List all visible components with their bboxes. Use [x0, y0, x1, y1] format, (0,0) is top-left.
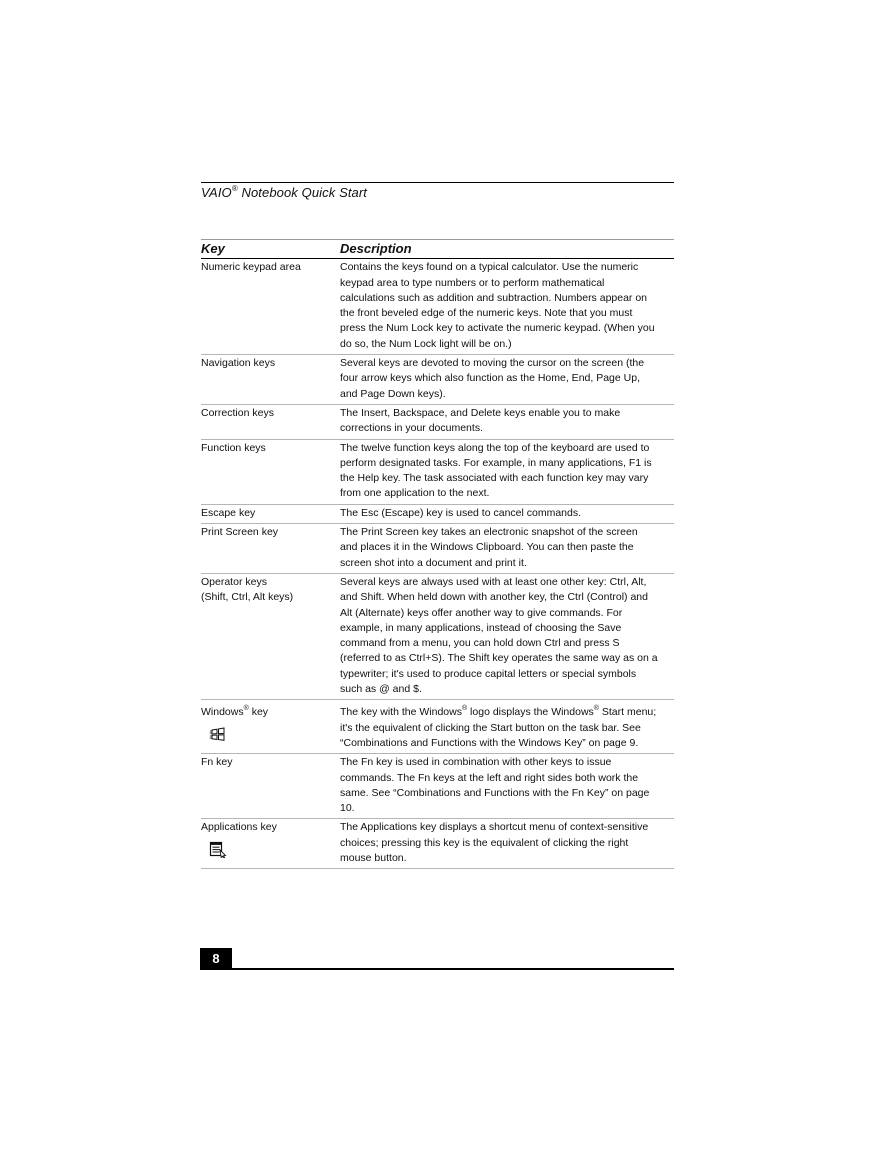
key-cell: Escape key [201, 504, 340, 523]
header-rule [201, 182, 674, 183]
key-label [201, 701, 336, 720]
running-header [201, 184, 367, 200]
key-label-text: key [248, 706, 269, 719]
table-row [201, 504, 674, 523]
registered-mark: ® [593, 705, 599, 713]
header-title-suffix: Notebook Quick Start [237, 185, 368, 200]
description-cell [340, 700, 674, 754]
key-cell: Numeric keypad area [201, 259, 340, 355]
key-label-line: (Shift, Ctrl, Alt keys) [201, 591, 294, 604]
table-header-row [201, 240, 674, 259]
table-row [201, 524, 674, 574]
key-cell: Fn key [201, 754, 340, 819]
windows-logo-icon [209, 725, 227, 743]
description-cell: Several keys are devoted to moving the cursor on the screen (the four arrow keys which also function as the Home, End, Page Up, and Page Down keys). [340, 355, 674, 405]
table-row [201, 439, 674, 504]
key-cell: Print Screen key [201, 524, 340, 574]
description-cell: The Print Screen key takes an electronic snapshot of the screen and places it in the Windows Clipboard. You can then paste the screen shot into a document and print it. [340, 524, 674, 574]
description-cell: The twelve function keys along the top of the keyboard are used to perform designated tasks. For example, in many applications, F1 is the Help key. The task associated with each function key may vary from one application to the next. [340, 439, 674, 504]
table-row [201, 573, 674, 699]
table-row [201, 404, 674, 439]
table-row [201, 259, 674, 355]
description-cell: Contains the keys found on a typical calculator. Use the numeric keypad area to type numbers or to perform mathematical calculations such as addition and subtraction. Numbers appear on the front beveled edge of the numeric keys. Note that you must press the Num Lock key to activate the numeric keypad. (When you do so, the Num Lock light will be on.) [340, 259, 674, 355]
key-cell [201, 819, 340, 869]
keys-table [201, 239, 674, 869]
key-label: Applications key [201, 821, 277, 834]
registered-mark: ® [231, 184, 238, 193]
description-cell: The Esc (Escape) key is used to cancel commands. [340, 504, 674, 523]
description-cell: The Fn key is used in combination with other keys to issue commands. The Fn keys at the left and right sides both work the same. See “Combinations and Functions with the Fn Key” on page 10. [340, 754, 674, 819]
registered-mark: ® [461, 705, 468, 713]
key-cell: Function keys [201, 439, 340, 504]
key-label-text: Windows [201, 706, 244, 719]
header-title-prefix: VAIO [201, 185, 232, 200]
table-row [201, 819, 674, 869]
description-cell: Several keys are always used with at least one other key: Ctrl, Alt, and Shift. When held down with another key, the Ctrl (Control) and Alt (Alternate) keys offer another way to give commands. For example, in many applications, instead of choosing the Save command from a menu, you can hold down Ctrl and press S (referred to as Ctrl+S). The Shift key operates the same way as on a typewriter; it's used to produce capital letters or special symbols such as @ and $. [340, 573, 674, 699]
description-cell: The Insert, Backspace, and Delete keys enable you to make corrections in your documents. [340, 404, 674, 439]
table-row [201, 355, 674, 405]
description-text: logo displays the Windows [467, 706, 594, 719]
key-cell: Correction keys [201, 404, 340, 439]
table-row [201, 754, 674, 819]
key-cell [201, 700, 340, 754]
key-label-line: Operator keys [201, 575, 267, 588]
column-header-description: Description [340, 240, 674, 259]
table-row [201, 700, 674, 754]
column-header-key: Key [201, 240, 340, 259]
applications-menu-icon [209, 840, 227, 858]
description-text: Start menu; it's the equivalent of clicking the Start button on the task bar. See “Combinations and Functions with the Windows Key” on page 9. [340, 706, 657, 749]
key-cell [201, 573, 340, 699]
footer-rule [200, 968, 674, 970]
description-text: The key with the Windows [340, 706, 462, 719]
registered-mark: ® [243, 705, 249, 713]
description-cell: The Applications key displays a shortcut menu of context-sensitive choices; pressing this key is the equivalent of clicking the right mouse button. [340, 819, 674, 869]
page-number: 8 [200, 948, 232, 970]
key-cell: Navigation keys [201, 355, 340, 405]
